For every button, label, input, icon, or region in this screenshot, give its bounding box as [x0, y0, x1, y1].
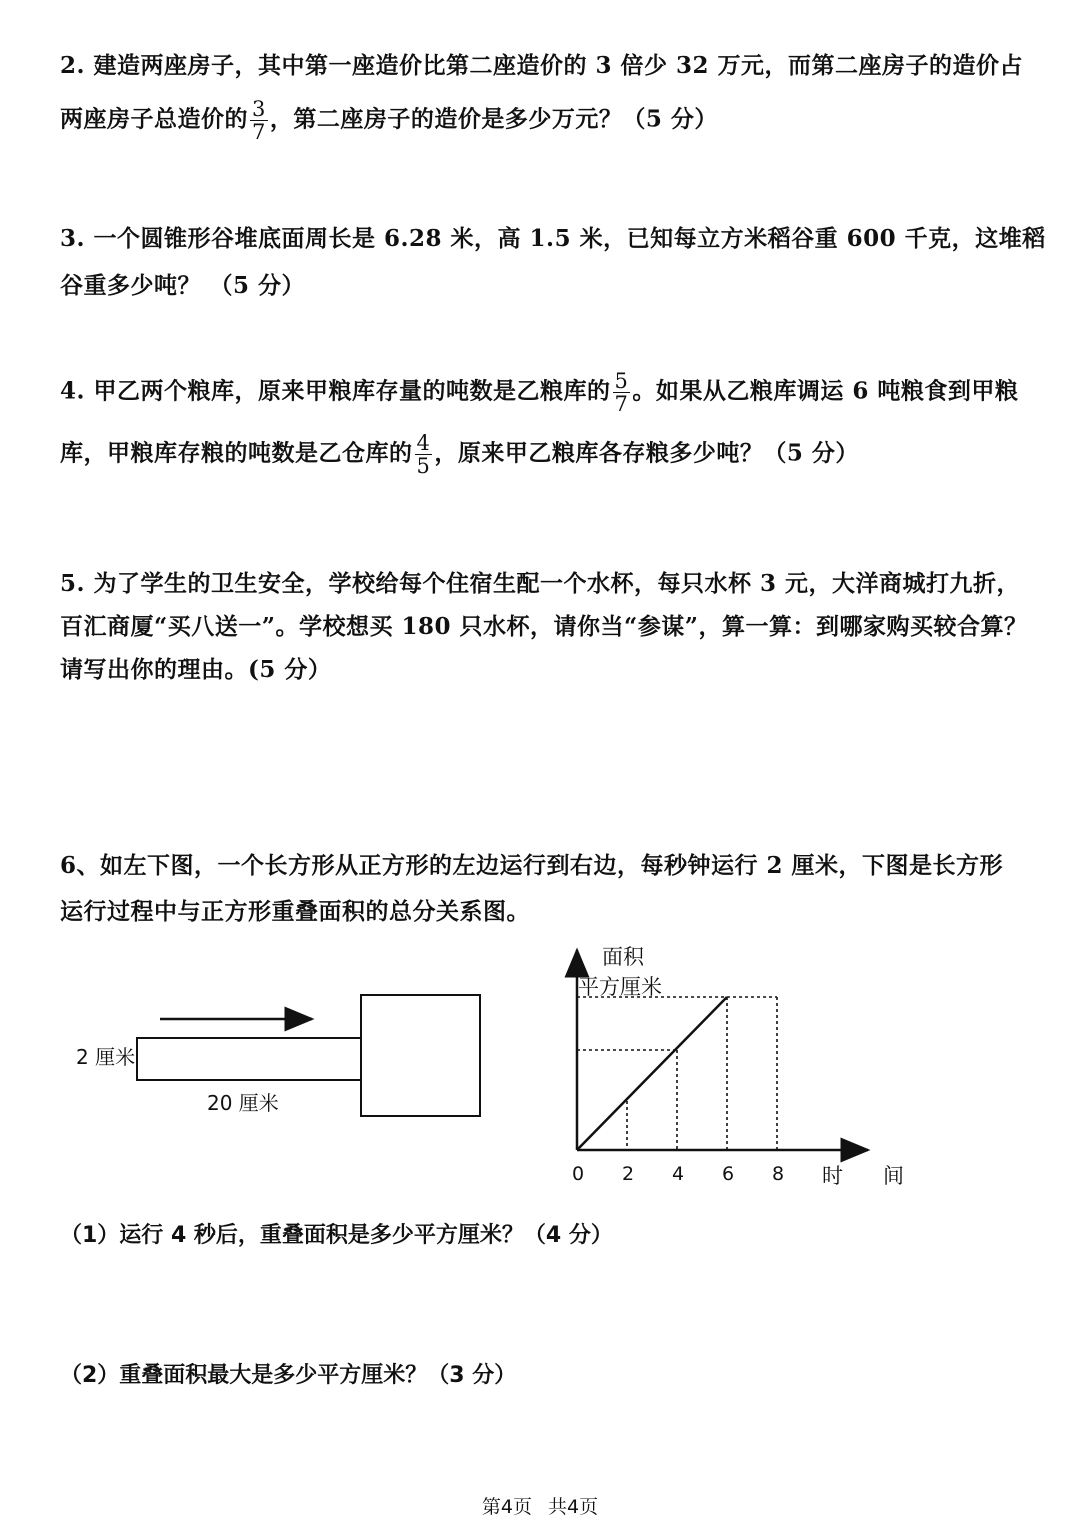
q2-fraction-numerator: 3: [252, 97, 266, 121]
q4-line-2-pre: 库，甲粮库存粮的吨数是乙仓库的: [60, 439, 413, 467]
x-tick-8: 8: [772, 1163, 785, 1185]
q6-subquestion-1: （1）运行 4 秒后，重叠面积是多少平方厘米？（4 分）: [60, 1223, 613, 1248]
q6-area-time-graph: [560, 940, 930, 1195]
q4-line-2: [60, 432, 859, 477]
q6-subquestion-2: （2）重叠面积最大是多少平方厘米？（3 分）: [60, 1363, 517, 1388]
q4-line-1-post: 。如果从乙粮库调运 6 吨粮食到甲粮: [632, 377, 1019, 405]
q4-fraction-1-numerator: 5: [614, 369, 629, 393]
x-tick-0: 0: [572, 1163, 585, 1185]
y-axis-label-unit: 平方厘米: [578, 975, 662, 999]
page-footer: [0, 1492, 1080, 1519]
q2-line-2: [60, 98, 718, 143]
x-axis-label-time-1: 时: [822, 1164, 843, 1188]
area-line: [577, 997, 727, 1150]
moving-rectangle: [137, 1038, 362, 1080]
fixed-square: [361, 995, 480, 1116]
q4-line-1-pre: 4. 甲乙两个粮库，原来甲粮库存量的吨数是乙粮库的: [60, 377, 611, 405]
q4-line-1: [60, 370, 1018, 415]
q4-fraction-1-denominator: 7: [614, 392, 629, 416]
page-number: 第4页: [481, 1496, 532, 1518]
q4-fraction-2-numerator: 4: [416, 431, 431, 455]
rectangle-length-label: 20 厘米: [207, 1091, 279, 1115]
q5-line-2: 百汇商厦“买八送一”。学校想买 180 只水杯，请你当“参谋”，算一算：到哪家购买较合算？: [60, 613, 1028, 640]
q4-fraction-2: [415, 432, 433, 477]
q2-fraction: [250, 98, 268, 143]
page-total: 共4页: [548, 1496, 599, 1518]
x-tick-6: 6: [722, 1163, 735, 1185]
rectangle-height-label: 2 厘米: [76, 1045, 136, 1069]
x-axis-label-time-2: 间: [883, 1164, 904, 1188]
q5-line-1: 5. 为了学生的卫生安全，学校给每个住宿生配一个水杯，每只水杯 3 元，大洋商城打九折，: [60, 570, 1021, 597]
q4-fraction-1: [613, 370, 631, 415]
q2-line-2-post: ，第二座房子的造价是多少万元？（5 分）: [269, 105, 718, 133]
q4-fraction-2-denominator: 5: [416, 454, 431, 478]
q3-line-2: 谷重多少吨？ （5 分）: [60, 272, 306, 299]
q3-line-1: 3. 一个圆锥形谷堆底面周长是 6.28 米，高 1.5 米，已知每立方米稻谷重 600 千克，这堆稻: [60, 225, 1046, 252]
q6-line-2: 运行过程中与正方形重叠面积的总分关系图。: [60, 898, 530, 925]
x-tick-2: 2: [622, 1163, 635, 1185]
q2-line-1: 2. 建造两座房子，其中第一座造价比第二座造价的 3 倍少 32 万元，而第二座房子的造价占: [60, 52, 1024, 79]
x-tick-4: 4: [672, 1163, 685, 1185]
q5-line-3: 请写出你的理由。(5 分）: [60, 656, 332, 683]
y-axis-label-area: 面积: [602, 945, 644, 969]
q2-fraction-denominator: 7: [252, 120, 266, 144]
q2-line-2-pre: 两座房子总造价的: [60, 105, 248, 133]
q6-shape-diagram: [60, 985, 500, 1125]
q4-line-2-post: ，原来甲乙粮库各存粮多少吨？（5 分）: [434, 439, 859, 467]
q6-line-1: 6、如左下图，一个长方形从正方形的左边运行到右边，每秒钟运行 2 厘米，下图是长方形: [60, 852, 1004, 879]
